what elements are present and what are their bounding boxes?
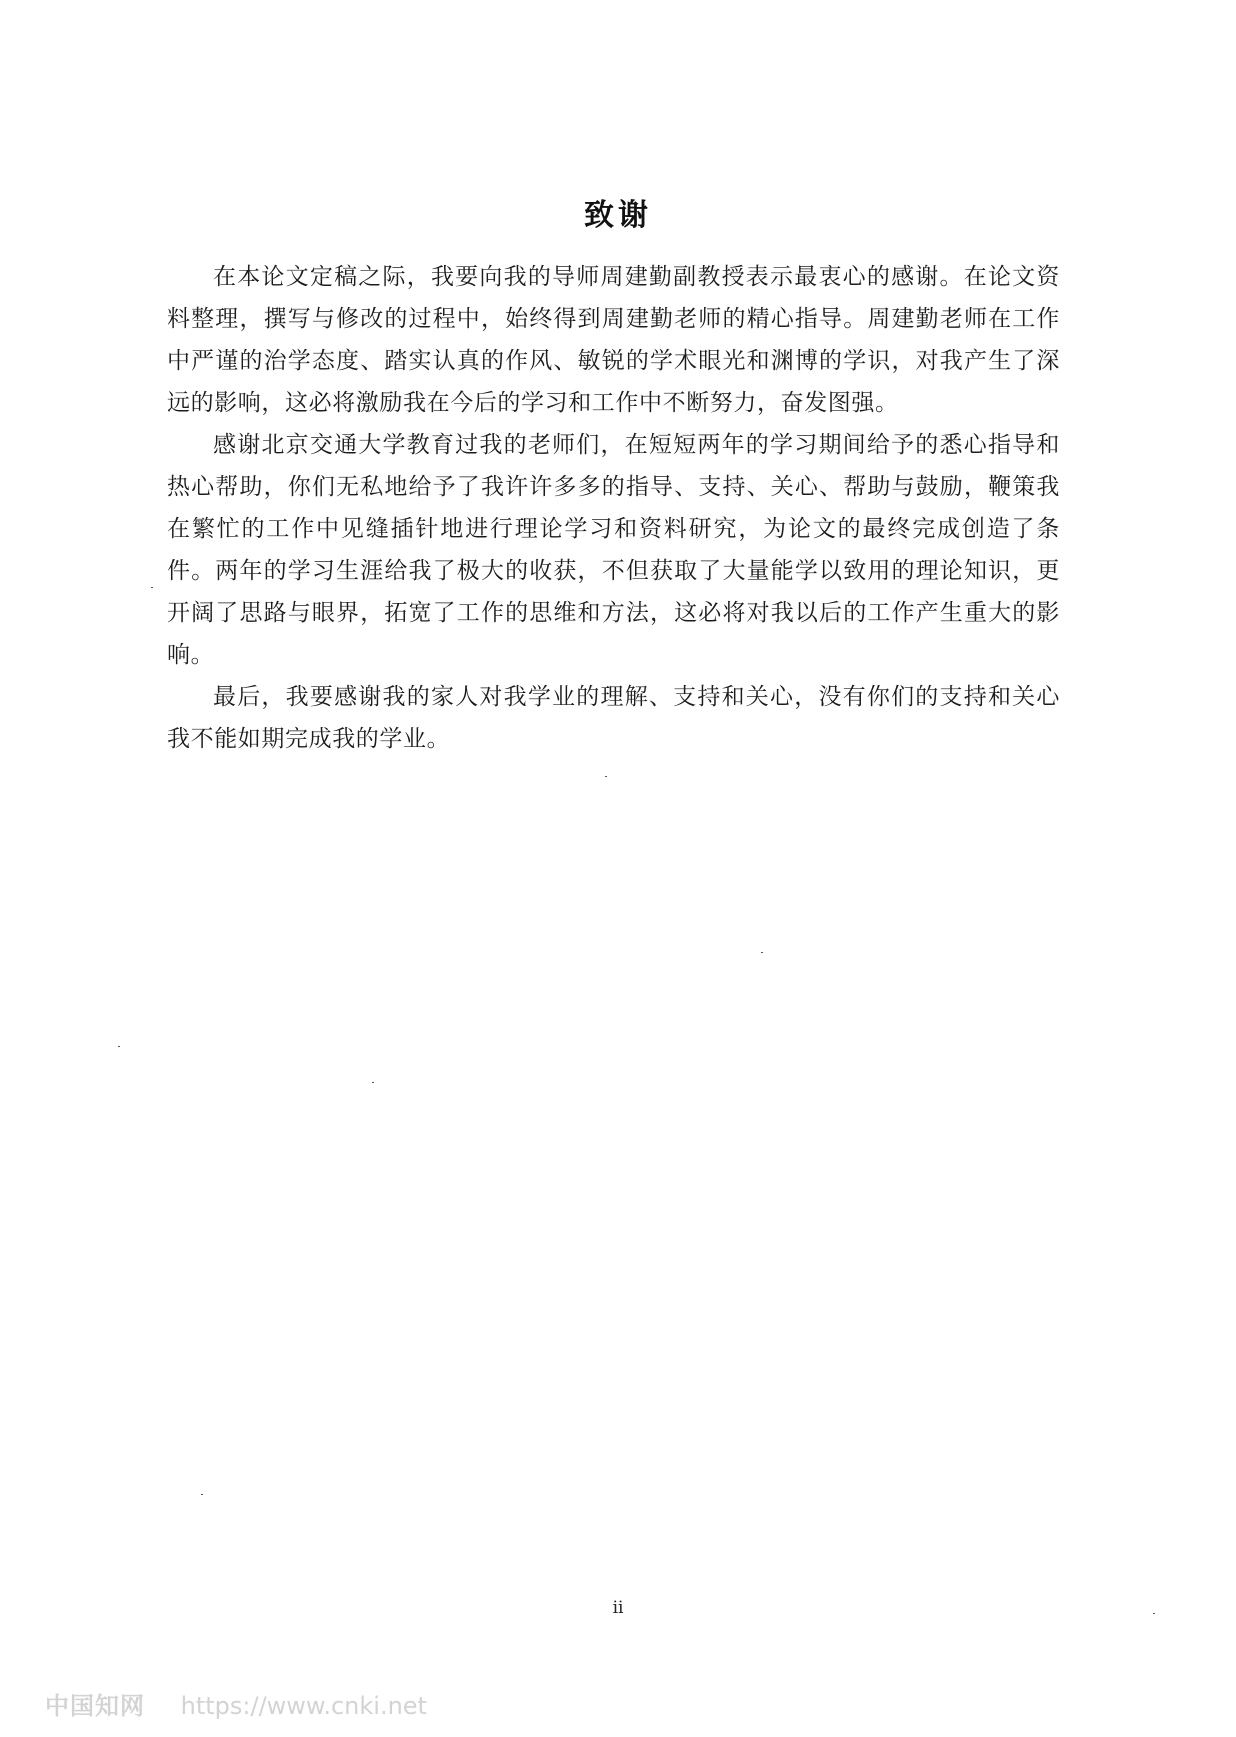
scan-speck (372, 1082, 374, 1083)
cnki-watermark (45, 1686, 427, 1721)
scan-speck (1153, 1613, 1155, 1614)
paragraph: 感谢北京交通大学教育过我的老师们，在短短两年的学习期间给予的悉心指导和热心帮助，你们无私地给予了我许许多多的指导、支持、关心、帮助与鼓励，鞭策我在繁忙的工作中见缝插针地进行理论学习和资料研究，为论文的最终完成创造了条件。两年的学习生涯给我了极大的收获，不但获取了大量能学以致用的理论知识，更开阔了思路与眼界，拓宽了工作的思维和方法，这必将对我以后的工作产生重大的影响。 (167, 432, 1060, 668)
scan-speck (151, 587, 153, 588)
watermark-brand: 中国知网 (45, 1692, 145, 1720)
scan-speck (761, 952, 763, 953)
paragraph: 在本论文定稿之际，我要向我的导师周建勤副教授表示最衷心的感谢。在论文资料整理，撰写与修改的过程中，始终得到周建勤老师的精心指导。周建勤老师在工作中严谨的治学态度、踏实认真的作风、敏锐的学术眼光和渊博的学识，对我产生了深远的影响，这必将激励我在今后的学习和工作中不断努力，奋发图强。 (167, 264, 1060, 416)
scan-speck (201, 1494, 203, 1495)
paragraph: 最后，我要感谢我的家人对我学业的理解、支持和关心，没有你们的支持和关心我不能如期完成我的学业。 (167, 684, 1060, 752)
scan-speck (605, 776, 607, 777)
scan-speck (118, 1046, 120, 1047)
page-number: ii (612, 1598, 624, 1618)
page-title: 致谢 (584, 198, 652, 234)
acknowledgement-body (167, 256, 1060, 760)
watermark-url: https://www.cnki.net (180, 1692, 427, 1720)
